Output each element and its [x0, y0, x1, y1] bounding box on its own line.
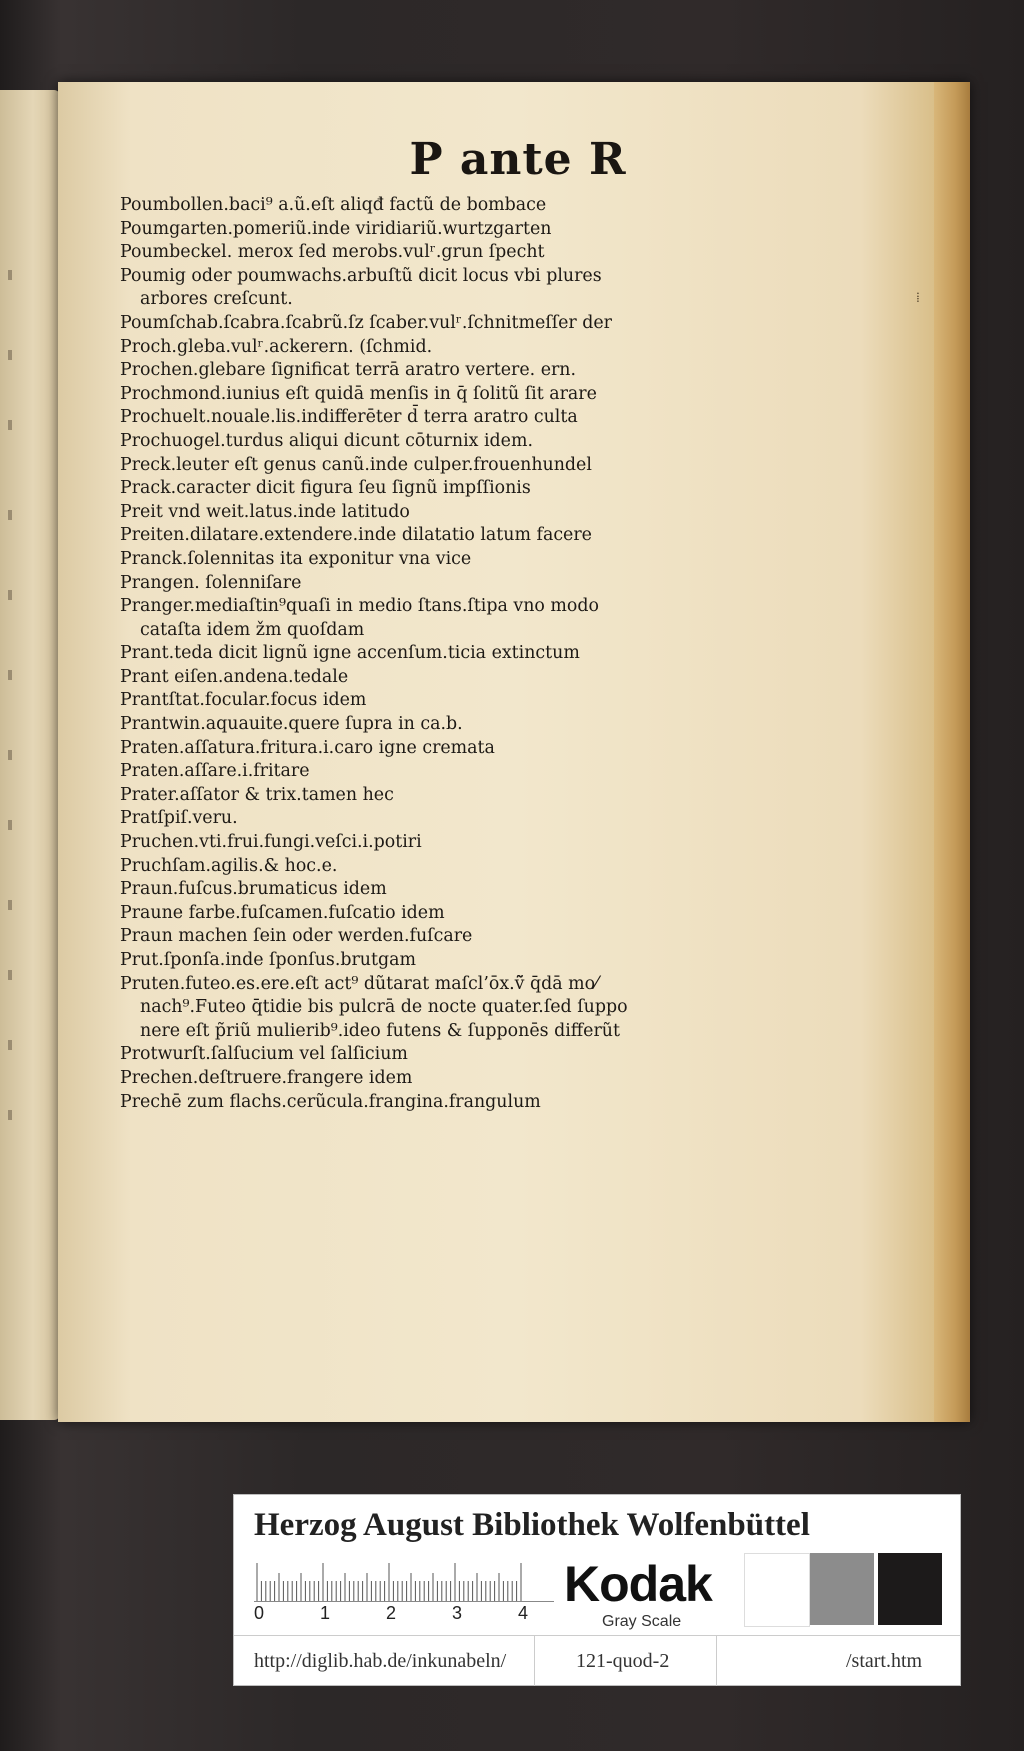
entry-line: Prant eiſen.andena.tedale	[120, 666, 349, 687]
footer-divider	[534, 1636, 535, 1686]
black-swatch	[878, 1553, 942, 1625]
ruler-number: 1	[320, 1603, 331, 1623]
entry-line: arbores creſcunt.	[140, 289, 293, 310]
library-color-card	[233, 1494, 961, 1686]
entry-line: Prantſtat.focular.focus idem	[120, 690, 367, 711]
entry-line: Pruchſam.agilis.& hoc.e.	[120, 855, 338, 876]
entry-line: Poumgarten.pomeriũ.inde viridiariũ.wurtzgarten	[120, 218, 552, 239]
library-name: Herzog August Bibliothek Wolfenbüttel	[254, 1507, 810, 1543]
entry-line: Pruten.futeo.es.ere.eſt act⁹ dũtarat maſcl’ōx.ṽ̃ q̄dā mo⁄	[120, 973, 599, 994]
entry-line: Praten.aſſare.i.fritare	[120, 761, 310, 782]
entry-line: Pranck.ſolennitas ita exponitur vna vice	[120, 548, 472, 569]
dictionary-entries	[120, 194, 840, 1114]
entry-line: Preiten.dilatare.extendere.inde dilatatio latum facere	[120, 525, 592, 546]
entry-line: Prut.ſponſa.inde ſponſus.brutgam	[120, 950, 416, 970]
white-swatch	[744, 1553, 810, 1627]
gray-scale-label: Gray Scale	[602, 1613, 682, 1630]
entry-line: Pruchen.vti.frui.fungi.veſci.i.potiri	[120, 832, 422, 853]
entry-line: Poumbeckel. merox ſed merobs.vulʳ.grun ſpecht	[120, 242, 545, 263]
entry-line: cataſta idem žm quoſdam	[140, 619, 365, 640]
gray-swatch	[810, 1553, 874, 1625]
entry-line: Pranger.mediaſtin⁹quaſi in medio ſtans.ſtipa vno modo	[120, 596, 599, 617]
ruler-number: 3	[452, 1603, 463, 1623]
digilib-url: http://diglib.hab.de/inkunabeln/	[254, 1650, 507, 1672]
entry-line: Poumig oder poumwachs.arbuſtũ dicit locus vbi plures	[120, 265, 602, 286]
entry-line: Prangen. ſolenniſare	[120, 572, 302, 593]
entry-line: nere eſt p̃riũ mulierib⁹.ideo futens & ſupponēs differũt	[140, 1020, 620, 1041]
entry-line: Praten.aſſatura.fritura.i.caro igne cremata	[120, 737, 495, 758]
entry-line: Preck.leuter eſt genus canũ.inde culper.frouenhundel	[120, 454, 592, 475]
ruler-number: 4	[518, 1603, 529, 1623]
entry-line: Prantwin.aquauite.quere ſupra in ca.b.	[120, 714, 463, 735]
url-suffix: /start.htm	[846, 1650, 923, 1672]
card-footer	[234, 1635, 960, 1686]
entry-line: Prant.teda dicit lignũ igne accenſum.ticia extinctum	[120, 643, 580, 664]
entry-line: Prochen.glebare ſignificat terrā aratro vertere. ern.	[120, 360, 577, 381]
entry-line: Praune farbe.fuſcamen.fuſcatio idem	[120, 902, 445, 923]
ruler-number: 2	[386, 1603, 397, 1623]
entry-line: Pratſpiſ.veru.	[120, 808, 238, 829]
shelfmark: 121-quod-2	[576, 1650, 670, 1672]
page-edge	[934, 82, 970, 1422]
entry-line: Preit vnd weit.latus.inde latitudo	[120, 501, 410, 522]
facing-page-marks	[0, 210, 30, 1210]
kodak-label	[564, 1555, 744, 1631]
entry-line: Prechē zum flachs.cerũcula.frangina.frangulum	[120, 1091, 541, 1112]
entry-line: Prater.aſſator & trix.tamen hec	[120, 784, 394, 805]
scale-ruler	[254, 1561, 554, 1627]
entry-line: Prochuogel.turdus aliqui dicunt cōturnix idem.	[120, 430, 533, 451]
entry-line: nach⁹.Futeo q̄tidie bis pulcrā de nocte quater.ſed ſuppo	[140, 997, 628, 1018]
entry-line: Prechen.deſtruere.frangere idem	[120, 1067, 413, 1088]
kodak-brand: Kodak	[564, 1556, 712, 1612]
entry-line: Proch.gleba.vulʳ.ackerern. (ſchmid.	[120, 336, 433, 357]
page-heading: P ante R	[409, 134, 627, 185]
entry-line: Prochuelt.nouale.lis.indifferēter d̄ terra aratro culta	[120, 407, 578, 428]
footer-divider	[716, 1636, 717, 1686]
book-page	[58, 82, 970, 1422]
margin-mark: ⁞	[916, 290, 920, 306]
entry-line: Praun machen ſein oder werden.fuſcare	[120, 926, 473, 947]
facing-page-edge	[0, 90, 60, 1420]
ruler-numbers	[254, 1603, 554, 1627]
entry-line: Poumſchab.ſcabra.ſcabrũ.ſz ſcaber.vulʳ.ſchnitmeſſer der	[120, 312, 612, 333]
entry-line: Praun.fuſcus.brumaticus idem	[120, 879, 387, 900]
entry-line: Protwurſt.ſalſucium vel ſalſicium	[120, 1044, 408, 1065]
entry-line: Prack.caracter dicit figura ſeu ſignũ impſſionis	[120, 478, 531, 499]
entry-line: Poumbollen.baci⁹ a.ũ.eſt aliqđ factũ de bombace	[120, 195, 547, 215]
ruler-number: 0	[254, 1603, 265, 1623]
entry-line: Prochmond.iunius eſt quidā menſis in q̄ ſolitũ ſit arare	[120, 383, 597, 404]
ruler-ticks	[254, 1561, 554, 1602]
